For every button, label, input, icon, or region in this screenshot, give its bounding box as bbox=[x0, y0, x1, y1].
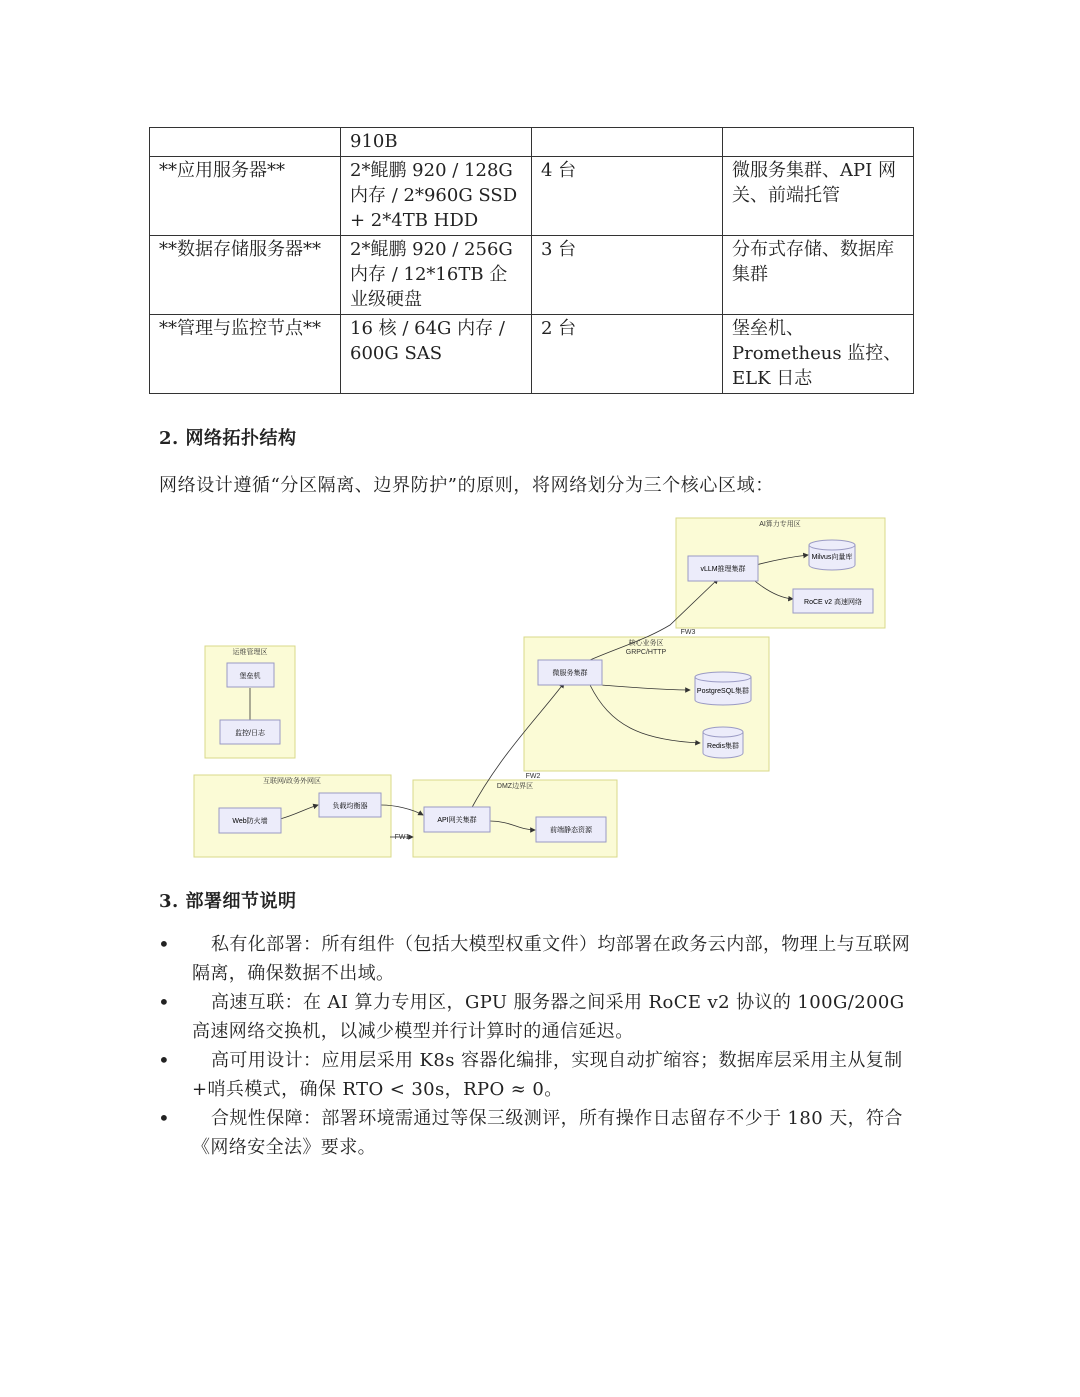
table-cell: **数据存储服务器** bbox=[150, 236, 341, 315]
table-cell: 微服务集群、API 网关、前端托管 bbox=[723, 157, 914, 236]
section-heading-deployment: 3. 部署细节说明 bbox=[159, 891, 297, 912]
svg-text:Milvus向量库: Milvus向量库 bbox=[811, 554, 853, 561]
node-redis-db bbox=[703, 727, 743, 758]
zone-label: 互联网/政务外网区 bbox=[263, 778, 321, 785]
svg-text:PostgreSQL集群: PostgreSQL集群 bbox=[696, 688, 750, 695]
table-cell bbox=[723, 128, 914, 157]
svg-text:vLLM推理集群: vLLM推理集群 bbox=[700, 566, 746, 573]
svg-text:监控/日志: 监控/日志 bbox=[235, 730, 265, 737]
table-cell: 4 台 bbox=[532, 157, 723, 236]
node-waf bbox=[219, 808, 281, 833]
section-heading-network: 2. 网络拓扑结构 bbox=[159, 428, 297, 449]
table-cell: 2*鲲鹏 920 / 256G 内存 / 12*16TB 企业级硬盘 bbox=[341, 236, 532, 315]
table-cell: **应用服务器** bbox=[150, 157, 341, 236]
svg-text:微服务集群: 微服务集群 bbox=[552, 670, 588, 677]
edge-label: GRPC/HTTP bbox=[625, 649, 667, 656]
edge-label: FW2 bbox=[525, 773, 541, 780]
bullet-icon: • bbox=[158, 932, 171, 956]
node-microservices bbox=[538, 660, 602, 685]
node-roce bbox=[793, 589, 873, 613]
table-cell bbox=[150, 128, 341, 157]
zone-label: DMZ边界区 bbox=[496, 783, 534, 790]
node-vllm bbox=[688, 556, 758, 581]
svg-text:负载均衡器: 负载均衡器 bbox=[332, 803, 368, 810]
list-item: • 高速互联：在 AI 算力专用区，GPU 服务器之间采用 RoCE v2 协议的 100G/200G 高速网络交换机，以减少模型并行计算时的通信延迟。 bbox=[158, 990, 905, 1042]
deployment-details-list bbox=[158, 930, 928, 1162]
table-cell: **管理与监控节点** bbox=[150, 315, 341, 394]
edge-label: FW3 bbox=[680, 629, 696, 636]
bullet-icon: • bbox=[158, 990, 171, 1014]
table-cell: 2 台 bbox=[532, 315, 723, 394]
svg-text:堡垒机: 堡垒机 bbox=[239, 673, 261, 680]
svg-text:RoCE v2 高速网络: RoCE v2 高速网络 bbox=[804, 599, 862, 606]
bullet-icon: • bbox=[158, 1048, 171, 1072]
node-lb bbox=[319, 793, 381, 817]
node-milvus-db bbox=[809, 540, 855, 570]
table-row bbox=[150, 315, 914, 394]
edge-label: FW1 bbox=[394, 834, 410, 841]
svg-text:Web防火墙: Web防火墙 bbox=[232, 818, 268, 825]
table-cell: 堡垒机、Prometheus 监控、ELK 日志 bbox=[723, 315, 914, 394]
node-postgres-db bbox=[695, 672, 751, 705]
list-item: • 合规性保障：部署环境需通过等保三级测评，所有操作日志留存不少于 180 天，符合《网络安全法》要求。 bbox=[158, 1106, 903, 1158]
table-cell bbox=[532, 128, 723, 157]
table-cell: 2*鲲鹏 920 / 128G 内存 / 2*960G SSD + 2*4TB HDD bbox=[341, 157, 532, 236]
zone-label: AI算力专用区 bbox=[759, 521, 801, 528]
svg-text:Redis集群: Redis集群 bbox=[707, 743, 739, 750]
node-frontend bbox=[536, 817, 606, 842]
svg-text:API网关集群: API网关集群 bbox=[437, 817, 477, 824]
table-row bbox=[150, 157, 914, 236]
list-item: • 高可用设计：应用层采用 K8s 容器化编排，实现自动扩缩容；数据库层采用主从复制+哨兵模式，确保 RTO < 30s，RPO ≈ 0。 bbox=[158, 1048, 903, 1100]
table-cell: 3 台 bbox=[532, 236, 723, 315]
node-bastion bbox=[227, 663, 274, 687]
bullet-icon: • bbox=[158, 1106, 171, 1130]
section-intro: 网络设计遵循“分区隔离、边界防护”的原则，将网络划分为三个核心区域： bbox=[159, 475, 774, 496]
zone-label: 运维管理区 bbox=[232, 649, 268, 656]
svg-text:前端静态资源: 前端静态资源 bbox=[550, 827, 592, 834]
node-monitor bbox=[220, 720, 280, 744]
network-topology-diagram bbox=[190, 515, 890, 860]
hardware-table bbox=[149, 127, 914, 394]
list-item: • 私有化部署：所有组件（包括大模型权重文件）均部署在政务云内部，物理上与互联网隔离，确保数据不出域。 bbox=[158, 932, 911, 984]
table-row bbox=[150, 236, 914, 315]
table-row bbox=[150, 128, 914, 157]
table-cell: 分布式存储、数据库集群 bbox=[723, 236, 914, 315]
table-cell: 16 核 / 64G 内存 / 600G SAS bbox=[341, 315, 532, 394]
zone-label: 核心业务区 bbox=[628, 640, 664, 647]
table-cell: 910B bbox=[341, 128, 532, 157]
node-api-gateway bbox=[424, 807, 490, 832]
